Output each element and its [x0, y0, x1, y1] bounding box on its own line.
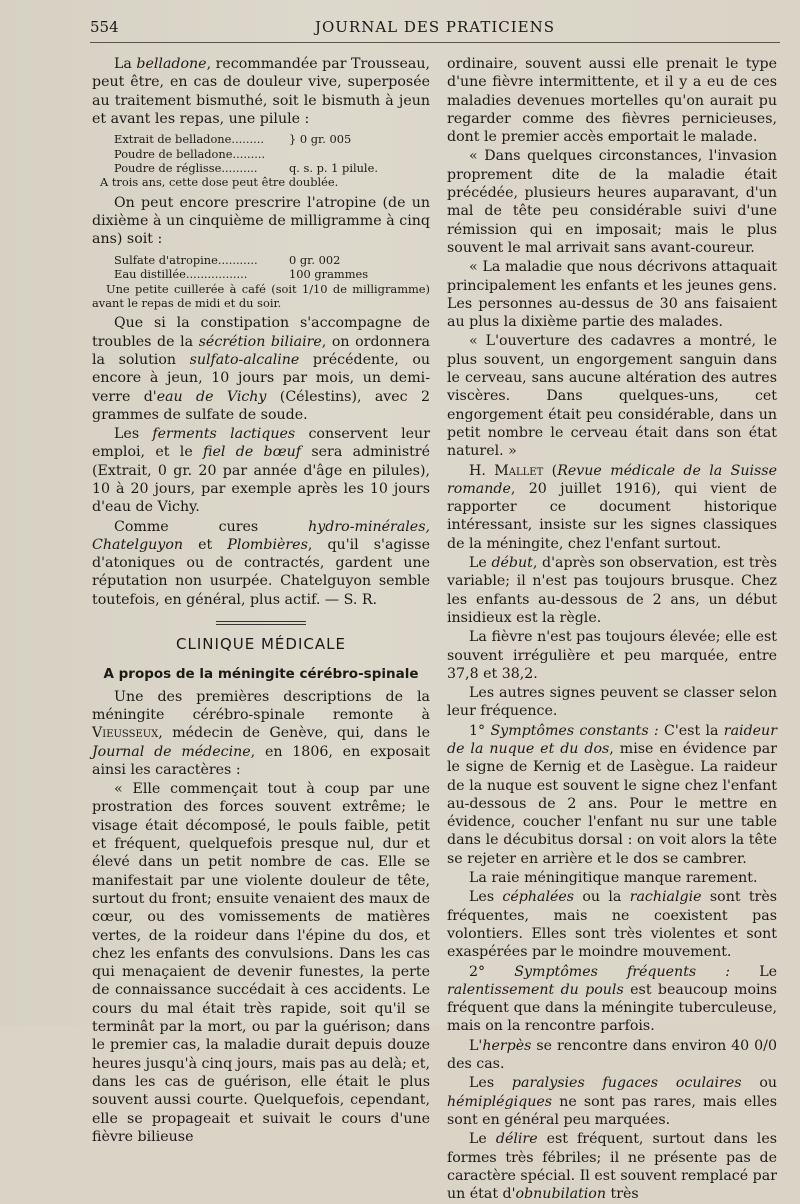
right-column	[447, 55, 777, 1204]
paragraph-herpes: L'herpès se rencontre dans environ 40 0/0 des cas.	[447, 1037, 777, 1073]
paragraph-delire: Le délire est fréquent, surtout dans les formes très fébriles; il ne présente pas de caractère spécial. Il est souvent remplacé par un état d'obnubilation très	[447, 1131, 777, 1203]
paragraph-atropine: On peut encore prescrire l'atropine (de un dixième à un cinquième de milligramme à cinq ans) soit :	[92, 194, 430, 248]
paragraph-quote-1-cont: ordinaire, souvent aussi elle prenait le type d'une fièvre intermittente, et il y a eu de ces maladies devenues mortelles qu'on aurait pu regarder comme des fièvres pernicieuses, dont le premier accès emportait le malade.	[447, 56, 777, 146]
paragraph-ferments: Les ferments lactiques conservent leur emploi, et le fiel de bœuf sera administré (Extrait, 0 gr. 20 par année d'âge en pilules), 10 à 20 jours, par exemple après les 10 jours d'eau de Vichy.	[92, 426, 430, 516]
paragraph-paralysies: Les paralysies fugaces oculaires ou hémiplégiques ne sont pas rares, mais elles sont en général peu marquées.	[447, 1075, 777, 1128]
left-column	[92, 55, 430, 1147]
section-heading: CLINIQUE MÉDICALE	[176, 635, 346, 654]
journal-title: JOURNAL DES PRATICIENS	[314, 18, 556, 36]
paragraph-quote-2: « Dans quelques circonstances, l'invasion proprement dite de la maladie était précédée, plusieurs heures auparavant, d'un mal de tête peu considérable suivi d'une rémission qui en imposait; mais le plus souvent le mal arrivait sans avant-coureur.	[447, 148, 777, 256]
paragraph-symptomes-frequents: 2° Symptômes fréquents : Le ralentissement du pouls est beaucoup moins fréquent que dans la méningite tuberculeuse, mais on la rencontre parfois.	[447, 963, 778, 1035]
paragraph-quote-1: « Elle commençait tout à coup par une prostration des forces souvent extrême; le visage était décomposé, le pouls faible, petit et fréquent, quelquefois presque nul, dur et élevé dans un petit nombre de cas. Elle se manifestait par une violente douleur de tête, surtout du front; ensuite venaient des maux de cœur, ou des vomissements de matières vertes, de la roideur dans l'épine du dos, et chez les enfants des convulsions. Dans les cas qui menaçaient de devenir funestes, la perte de connaissance succédait à ces accidents. Le cours du mal était très rapide, soit qu'il se terminât par la mort, ou par la guérison; dans le premier cas, la maladie durait depuis douze heures jusqu'à cinq jours, mais pas au delà; et, dans les cas de guérison, elle était le plus souvent aussi courte. Quelquefois, cependant, elle se propageait et suivait le cours d'une fièvre bilieuse	[92, 781, 430, 1145]
paragraph-constipation: Que si la constipation s'accompagne de troubles de la sécrétion biliaire, on ordonnera la solution sulfato-alcaline précédente, ou encore à jeun, 10 jours par mois, un demi-verre d'eau de Vichy (Célestins), avec 2 grammes de sulfate de soude.	[92, 315, 430, 423]
page-number: 554	[90, 18, 119, 36]
paragraph-raie: La raie méningitique manque rarement.	[469, 870, 758, 887]
paragraph-cures: Comme cures hydro-minérales, Chatelguyon et Plombières, qu'il s'agisse d'atoniques ou de contractés, gardent une réputation non usurpée. Chatelguyon semble toutefois, en général, plus actif. — S. R.	[92, 518, 430, 608]
paragraph-debut: Le début, d'après son observation, est très variable; il n'est pas toujours brusque. Chez les enfants au-dessous de 2 ans, un début insidieux est la règle.	[447, 555, 777, 626]
paragraph-fievre: La fièvre n'est pas toujours élevée; elle est souvent irrégulière et peu marquée, entre 37,8 et 38,2.	[447, 629, 777, 682]
paragraph-mallet: H. Mallet (Revue médicale de la Suisse romande, 20 juillet 1916), qui vient de rapporter ce document historique intéressant, insiste sur les signes classiques de la méningite, chez l'enfant surtout.	[447, 462, 777, 552]
paragraph-cephalees: Les céphalées ou la rachialgie sont très fréquentes, mais ne coexistent pas volontiers. Elles sont très violentes et sont exaspérées par le moindre mouvement.	[447, 889, 778, 961]
paragraph-quote-3: « La maladie que nous décrivons attaquait principalement les enfants et les jeunes gens. Les personnes au-dessus de 30 ans faisaient au plus la dixième partie des malades.	[447, 259, 777, 331]
prescription-atropine: Sulfate d'atropine........... 0 gr. 002 Eau distillée................. 100 grammes Une petite cuillerée à café (soit 1/10 de milligramme) avant le repas de midi et du soir.	[92, 252, 430, 310]
paragraph-quote-4: « L'ouverture des cadavres a montré, le plus souvent, un engorgement sanguin dans le cerveau, sans aucune altération des autres viscères. Dans quelques-uns, cet engorgement était peu considérable, dans un petit nombre le cerveau était dans son état naturel. »	[447, 333, 777, 460]
paragraph-intro: Une des premières descriptions de la méningite cérébro-spinale remonte à Vieusseux, médecin de Genève, qui, dans le Journal de médecine, en 1806, en exposait ainsi les caractères :	[92, 688, 430, 778]
paragraph-symptomes-constants: 1° Symptômes constants : C'est la raideur de la nuque et du dos, mise en évidence par le signe de Kernig et de Lasègue. La raideur de la nuque est souvent le signe chez l'enfant au-dessous de 2 ans. Pour le mettre en évidence, coucher l'enfant nu sur une table dans le décubitus dorsal : on voit alors la tête se rejeter en arrière et le dos se cambrer.	[447, 722, 777, 867]
prescription-belladone: Extrait de belladone......... } 0 gr. 005 Poudre de belladone......... Poudre de réglisse.......... q. s. p. 1 pilule. A trois ans, cette dose peut être doublée.	[100, 132, 378, 190]
paragraph-autres-signes: Les autres signes peuvent se classer selon leur fréquence.	[447, 685, 777, 720]
article-title: A propos de la méningite cérébro-spinale	[103, 666, 419, 683]
section-divider	[216, 621, 306, 625]
paragraph-belladone: La belladone, recommandée par Trousseau, peut être, en cas de douleur vive, superposée au traitement bismuthé, soit le bismuth à jeun et avant les repas, une pilule :	[92, 56, 430, 127]
running-header	[90, 18, 780, 43]
